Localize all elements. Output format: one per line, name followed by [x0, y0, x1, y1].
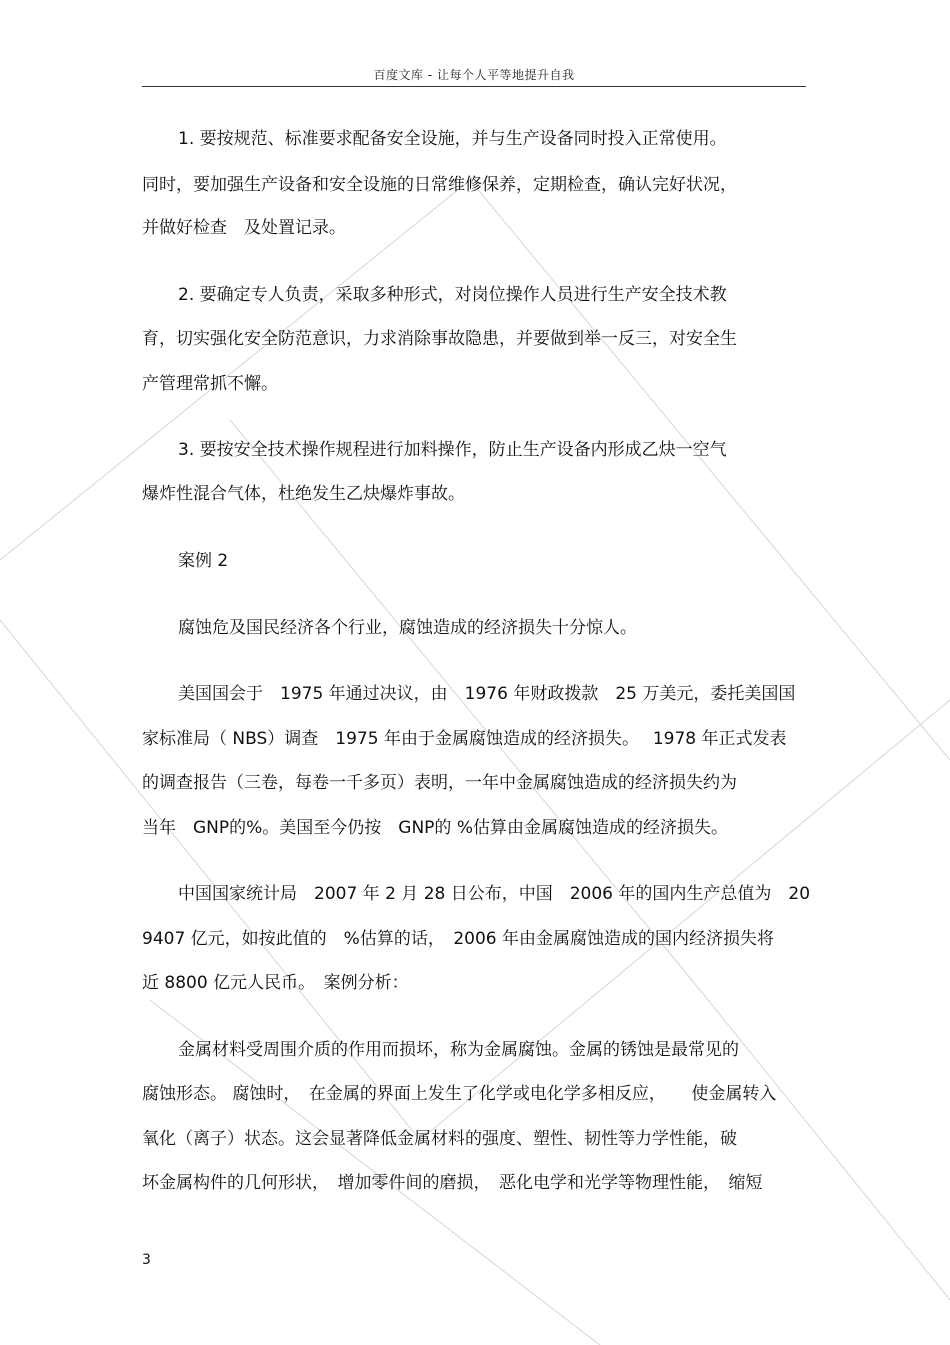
body-line: 产管理常抓不懈。	[142, 374, 278, 394]
body-line: 并做好检查 及处置记录。	[142, 218, 346, 238]
body-line: 9407 亿元，如按此值的 %估算的话， 2006 年由金属腐蚀造成的国内经济损失将	[142, 929, 774, 949]
header-divider	[142, 86, 806, 87]
body-line: 中国国家统计局 2007 年 2 月 28 日公布，中国 2006 年的国内生产总值为 20	[178, 884, 811, 904]
body-line: 1. 要按规范、标准要求配备安全设施，并与生产设备同时投入正常使用。	[178, 129, 727, 149]
body-line: 腐蚀危及国民经济各个行业，腐蚀造成的经济损失十分惊人。	[178, 618, 637, 638]
body-line: 2. 要确定专人负责，采取多种形式，对岗位操作人员进行生产安全技术教	[178, 285, 727, 305]
body-line: 同时，要加强生产设备和安全设施的日常维修保养，定期检查，确认完好状况，	[142, 175, 737, 195]
body-line: 金属材料受周围介质的作用而损坏，称为金属腐蚀。金属的锈蚀是最常见的	[178, 1040, 739, 1060]
body-line: 腐蚀形态。 腐蚀时， 在金属的界面上发生了化学或电化学多相反应， 使金属转入	[142, 1084, 777, 1104]
body-line: 氧化（离子）状态。这会显著降低金属材料的强度、塑性、韧性等力学性能，破	[142, 1129, 737, 1149]
body-line: 当年 GNP的%。美国至今仍按 GNP的 %估算由金属腐蚀造成的经济损失。	[142, 818, 728, 838]
body-line: 3. 要按安全技术操作规程进行加料操作，防止生产设备内形成乙炔一空气	[178, 440, 727, 460]
body-line: 育，切实强化安全防范意识，力求消除事故隐患，并要做到举一反三，对安全生	[142, 329, 737, 349]
body-line: 近 8800 亿元人民币。 案例分析：	[142, 973, 409, 993]
page-number: 3	[142, 1252, 151, 1268]
section-heading: 案例 2	[178, 551, 229, 571]
document-header: 百度文库 - 让每个人平等地提升自我	[373, 68, 575, 82]
body-line: 坏金属构件的几何形状， 增加零件间的磨损， 恶化电学和光学等物理性能， 缩短	[142, 1173, 763, 1193]
body-line: 家标准局（ NBS）调查 1975 年由于金属腐蚀造成的经济损失。 1978 年正式发表	[142, 729, 787, 749]
body-line: 爆炸性混合气体，杜绝发生乙炔爆炸事故。	[142, 484, 465, 504]
body-line: 的调查报告（三卷，每卷一千多页）表明，一年中金属腐蚀造成的经济损失约为	[142, 773, 737, 793]
body-line: 美国国会于 1975 年通过决议，由 1976 年财政拨款 25 万美元，委托美国国	[178, 684, 796, 704]
